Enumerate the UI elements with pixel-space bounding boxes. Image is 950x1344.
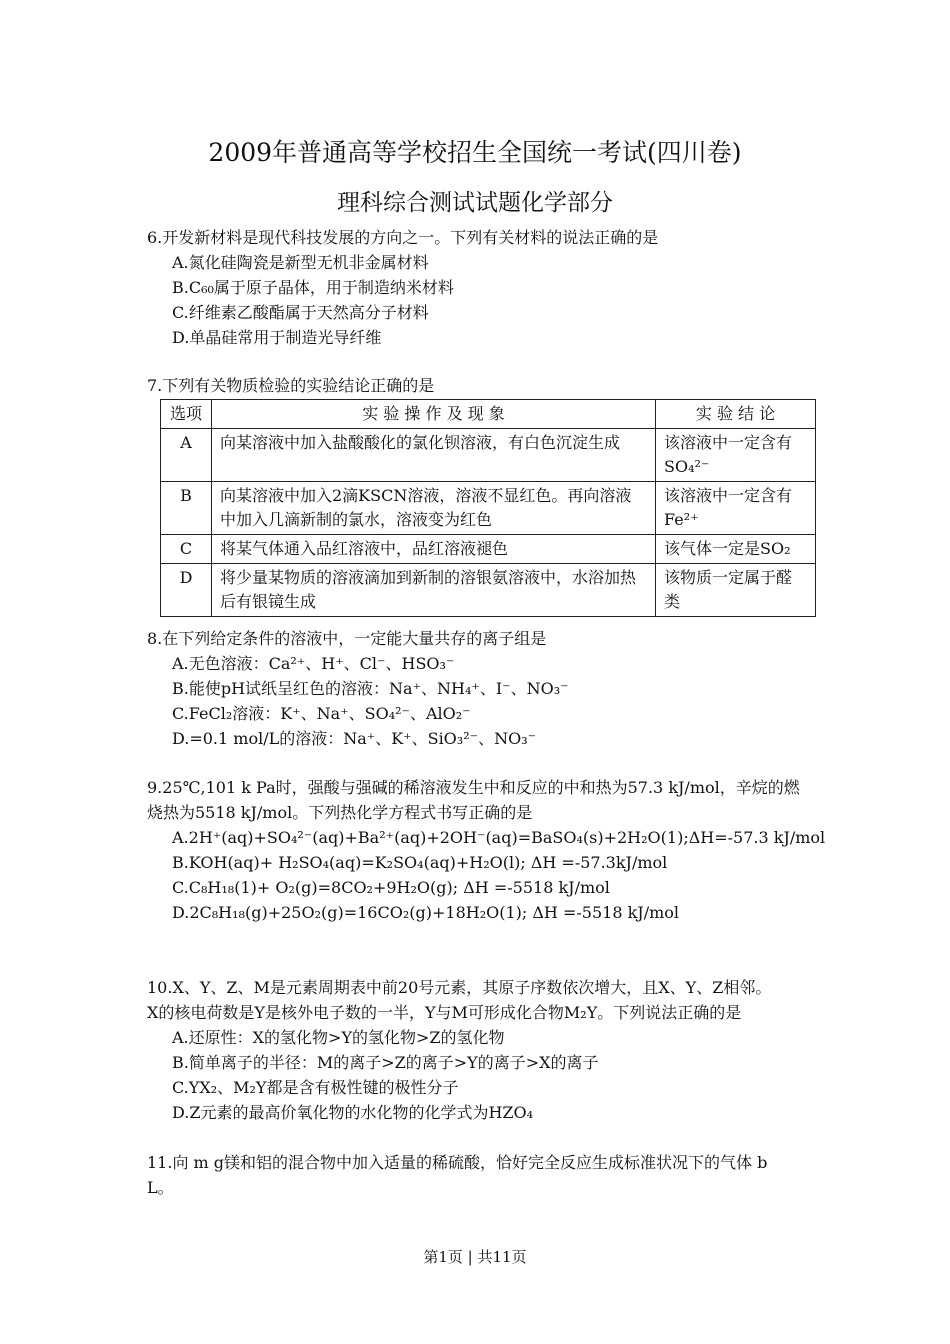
- q9-option-c: C.C₈H₁₈(1)+ O₂(g)=8CO₂+9H₂O(g); ΔH =-5518 kJ/mol: [172, 878, 610, 897]
- q10-stem-line2: X的核电荷数是Y是核外电子数的一半，Y与M可形成化合物M₂Y。下列说法正确的是: [147, 1003, 742, 1022]
- row-option: D: [161, 564, 212, 617]
- row-operation: 将少量某物质的溶液滴加到新制的溶银氨溶液中，水浴加热后有银镜生成: [212, 564, 656, 617]
- q8-stem: 8.在下列给定条件的溶液中，一定能大量共存的离子组是: [147, 629, 547, 648]
- q7-stem: 7.下列有关物质检验的实验结论正确的是: [147, 376, 435, 395]
- q7-row-a: [161, 429, 816, 482]
- q9-option-a: A.2H⁺(aq)+SO₄²⁻(aq)+Ba²⁺(aq)+2OH⁻(aq)=BaSO₄(s)+2H₂O(1);ΔH=-57.3 kJ/mol: [172, 828, 826, 847]
- q7-row-b: [161, 482, 816, 535]
- q6-option-a: A.氮化硅陶瓷是新型无机非金属材料: [172, 253, 429, 272]
- row-option: C: [161, 535, 212, 564]
- exam-subtitle: 理科综合测试试题化学部分: [337, 190, 613, 216]
- row-conclusion: 该溶液中一定含有SO₄²⁻: [656, 429, 816, 482]
- q10-option-a: A.还原性：X的氢化物>Y的氢化物>Z的氢化物: [172, 1028, 505, 1047]
- q6-option-c: C.纤维素乙酸酯属于天然高分子材料: [172, 303, 429, 322]
- row-operation: 向某溶液中加入盐酸酸化的氯化钡溶液，有白色沉淀生成: [212, 429, 656, 482]
- exam-title: 2009年普通高等学校招生全国统一考试(四川卷): [208, 138, 742, 167]
- header-conclusion: 实 验 结 论: [656, 400, 816, 429]
- row-conclusion: 该气体一定是SO₂: [656, 535, 816, 564]
- q8-option-b: B.能使pH试纸呈红色的溶液：Na⁺、NH₄⁺、I⁻、NO₃⁻: [172, 679, 569, 698]
- row-operation: 将某气体通入品红溶液中，品红溶液褪色: [212, 535, 656, 564]
- q7-table-header: [161, 400, 816, 429]
- q6-option-d: D.单晶硅常用于制造光导纤维: [172, 328, 382, 347]
- q7-row-c: [161, 535, 816, 564]
- row-operation: 向某溶液中加入2滴KSCN溶液，溶液不显红色。再向溶液中加入几滴新制的氯水，溶液变为红色: [212, 482, 656, 535]
- page-footer: 第1页 | 共11页: [423, 1248, 527, 1266]
- q9-option-d: D.2C₈H₁₈(g)+25O₂(g)=16CO₂(g)+18H₂O(1); ΔH =-5518 kJ/mol: [172, 903, 679, 922]
- q7-table: [160, 399, 816, 617]
- header-option: 选项: [161, 400, 212, 429]
- q10-option-d: D.Z元素的最高价氧化物的水化物的化学式为HZO₄: [172, 1103, 534, 1122]
- row-conclusion: 该溶液中一定含有Fe²⁺: [656, 482, 816, 535]
- q6-option-b: B.C₆₀属于原子晶体，用于制造纳米材料: [172, 278, 454, 297]
- q9-option-b: B.KOH(aq)+ H₂SO₄(aq)=K₂SO₄(aq)+H₂O(l); ΔH =-57.3kJ/mol: [172, 853, 668, 872]
- q9-stem-line2: 烧热为5518 kJ/mol。下列热化学方程式书写正确的是: [147, 803, 533, 822]
- q10-option-b: B.简单离子的半径：M的离子>Z的离子>Y的离子>X的离子: [172, 1053, 599, 1072]
- q9-stem-line1: 9.25℃,101 k Pa时，强酸与强碱的稀溶液发生中和反应的中和热为57.3 kJ/mol，辛烷的燃: [147, 778, 800, 797]
- row-conclusion: 该物质一定属于醛类: [656, 564, 816, 617]
- q8-option-c: C.FeCl₂溶液：K⁺、Na⁺、SO₄²⁻、AlO₂⁻: [172, 704, 471, 723]
- header-operation: 实 验 操 作 及 现 象: [212, 400, 656, 429]
- q10-stem-line1: 10.X、Y、Z、M是元素周期表中前20号元素，其原子序数依次增大，且X、Y、Z相邻。: [147, 978, 772, 997]
- row-option: B: [161, 482, 212, 535]
- q8-option-a: A.无色溶液：Ca²⁺、H⁺、Cl⁻、HSO₃⁻: [172, 654, 455, 673]
- q11-stem-line2: L。: [147, 1178, 174, 1197]
- q7-row-d: [161, 564, 816, 617]
- row-option: A: [161, 429, 212, 482]
- q6-stem: 6.开发新材料是现代科技发展的方向之一。下列有关材料的说法正确的是: [147, 228, 659, 247]
- q10-option-c: C.YX₂、M₂Y都是含有极性键的极性分子: [172, 1078, 459, 1097]
- q8-option-d: D.=0.1 mol/L的溶液：Na⁺、K⁺、SiO₃²⁻、NO₃⁻: [172, 729, 537, 748]
- q11-stem-line1: 11.向 m g镁和铝的混合物中加入适量的稀硫酸，恰好完全反应生成标准状况下的气体 b: [147, 1153, 768, 1172]
